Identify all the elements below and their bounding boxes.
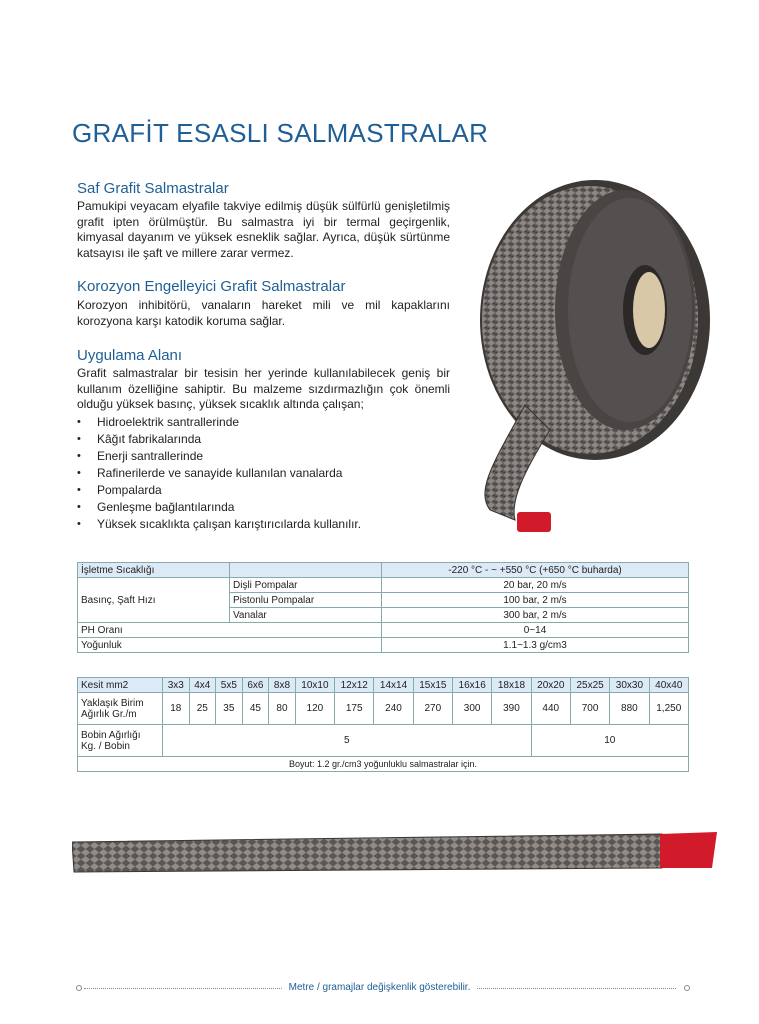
section-heading-pure-graphite: Saf Grafit Salmastralar — [77, 180, 229, 197]
table-cell: 440 — [531, 693, 570, 725]
table-cell: 700 — [570, 693, 609, 725]
table-cell: 300 bar, 2 m/s — [382, 608, 689, 623]
table-cell: 16x16 — [452, 678, 491, 693]
table-cell: 18x18 — [492, 678, 531, 693]
table-cell: 40x40 — [649, 678, 688, 693]
list-item: • Hidroelektrik santrallerinde — [77, 414, 361, 431]
table-cell: 12x12 — [335, 678, 374, 693]
section-heading-corrosion: Korozyon Engelleyici Grafit Salmastralar — [77, 278, 346, 295]
table-cell: 5 — [163, 725, 532, 757]
table-cell: 1,250 — [649, 693, 688, 725]
table-cell: 5x5 — [216, 678, 243, 693]
table-cell: 10 — [531, 725, 688, 757]
list-item: • Kâğıt fabrikalarında — [77, 431, 361, 448]
footer-note: Metre / gramajlar değişkenlik gösterebilir. — [0, 982, 759, 993]
table-cell: 10x10 — [295, 678, 334, 693]
table-cell: 80 — [269, 693, 296, 725]
section-heading-application: Uygulama Alanı — [77, 347, 183, 364]
table-cell: 4x4 — [189, 678, 216, 693]
list-item: • Pompalarda — [77, 482, 361, 499]
table-cell: Dişli Pompalar — [230, 578, 382, 593]
list-item: • Genleşme bağlantılarında — [77, 499, 361, 516]
table-cell: 15x15 — [413, 678, 452, 693]
table-cell: 175 — [335, 693, 374, 725]
table-cell: Yaklaşık Birim Ağırlık Gr./m — [78, 693, 163, 725]
section-text-pure-graphite: Pamukipi veyacam elyafile takviye edilmiş düşük sülfürlü genişletilmiş grafit ipten örülmüştür. Bu salmastra iyi bir termal geçirgenlik, kimyasal dayanım ve yüksek esneklik sağlar. Ayrıca, düşük sürtünme katsayısı ile şaft ve millere zarar vermez. — [77, 199, 450, 260]
table-cell: -220 °C - ~ +550 °C (+650 °C buharda) — [382, 563, 689, 578]
table-cell: 20x20 — [531, 678, 570, 693]
list-item: • Rafinerilerde ve sanayide kullanılan vanalarda — [77, 465, 361, 482]
rope-tip — [660, 832, 717, 868]
table-cell: 270 — [413, 693, 452, 725]
table-cell: 25 — [189, 693, 216, 725]
graphite-packing-spool-image — [455, 160, 715, 540]
table-cell: 1.1~1.3 g/cm3 — [382, 638, 689, 653]
page-title: GRAFİT ESASLI SALMASTRALAR — [72, 118, 489, 148]
table-note: Boyut: 1.2 gr./cm3 yoğunluklu salmastralar için. — [78, 757, 689, 772]
table-cell: PH Oranı — [78, 623, 382, 638]
table-cell: Vanalar — [230, 608, 382, 623]
table-cell: 35 — [216, 693, 243, 725]
table-cell: Basınç, Şaft Hızı — [78, 578, 230, 623]
table-cell: 3x3 — [163, 678, 190, 693]
table-cell: 100 bar, 2 m/s — [382, 593, 689, 608]
table-cell: 25x25 — [570, 678, 609, 693]
section-text-application: Grafit salmastralar bir tesisin her yerinde kullanılabilecek geniş bir kullanım özelliğine sahiptir. Bu malzeme sızdırmazlığın çok önemli olduğu yüksek basınç, yüksek sıcaklık altında çalışan; — [77, 366, 450, 411]
spec-table — [77, 562, 689, 653]
table-cell: 0~14 — [382, 623, 689, 638]
table-cell: 120 — [295, 693, 334, 725]
graphite-rope-image — [72, 828, 722, 878]
table-cell: 20 bar, 20 m/s — [382, 578, 689, 593]
size-table — [77, 677, 689, 772]
table-cell: 18 — [163, 693, 190, 725]
table-cell: 880 — [610, 693, 649, 725]
list-item: • Enerji santrallerinde — [77, 448, 361, 465]
table-cell: Bobin Ağırlığı Kg. / Bobin — [78, 725, 163, 757]
table-cell: 30x30 — [610, 678, 649, 693]
table-cell: İşletme Sıcaklığı — [78, 563, 230, 578]
table-cell: 390 — [492, 693, 531, 725]
list-item: • Yüksek sıcaklıkta çalışan karıştırıcılarda kullanılır. — [77, 516, 361, 533]
table-cell: 240 — [374, 693, 413, 725]
section-text-corrosion: Korozyon inhibitörü, vanaların hareket mili ve mil kapaklarını korozyona karşı katodik koruma sağlar. — [77, 298, 450, 328]
table-cell: Yoğunluk — [78, 638, 382, 653]
table-cell: 8x8 — [269, 678, 296, 693]
table-cell: Kesit mm2 — [78, 678, 163, 693]
table-cell: 45 — [242, 693, 269, 725]
application-list — [77, 414, 361, 533]
table-cell: 300 — [452, 693, 491, 725]
table-cell: 14x14 — [374, 678, 413, 693]
table-cell: 6x6 — [242, 678, 269, 693]
rope-tip — [517, 512, 551, 532]
table-cell: Pistonlu Pompalar — [230, 593, 382, 608]
